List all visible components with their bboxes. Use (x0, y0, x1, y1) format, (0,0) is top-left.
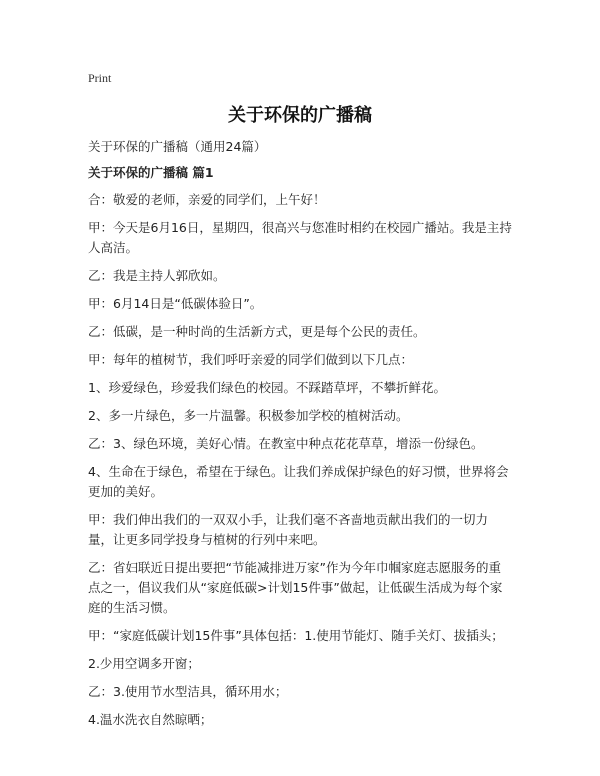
paragraph: 乙：省妇联近日提出要把“节能减排进万家”作为今年巾帼家庭志愿服务的重点之一，倡议我们从“家庭低碳>计划15件事”做起，让低碳生活成为每个家庭的生活习惯。 (88, 560, 503, 615)
page-title: 关于环保的广播稿 (228, 105, 372, 126)
print-link[interactable]: Print (88, 71, 112, 85)
paragraph: 2.少用空调多开窗； (88, 656, 200, 671)
paragraph: 乙：3.使用节水型洁具，循环用水； (88, 684, 288, 699)
paragraph: 甲：每年的植树节，我们呼吁亲爱的同学们做到以下几点： (88, 352, 414, 367)
paragraph: 4、生命在于绿色，希望在于绿色。让我们养成保护绿色的好习惯，世界将会更加的美好。 (88, 464, 509, 499)
paragraph: 合：敬爱的老师，亲爱的同学们，上午好！ (88, 192, 326, 207)
section-heading: 关于环保的广播稿 篇1 (88, 165, 214, 180)
paragraph: 乙：我是主持人郭欣如。 (88, 268, 226, 283)
paragraph: 4.温水洗衣自然晾晒； (88, 712, 213, 727)
paragraph: 甲：今天是6月16日，星期四，很高兴与您准时相约在校园广播站。我是主持人高洁。 (88, 220, 512, 255)
paragraph: 2、多一片绿色，多一片温馨。积极参加学校的植树活动。 (88, 408, 409, 423)
paragraph: 甲：6月14日是“低碳体验日”。 (88, 296, 263, 311)
paragraph: 乙：3、绿色环境，美好心情。在教室中种点花花草草，增添一份绿色。 (88, 436, 484, 451)
paragraph: 乙：低碳，是一种时尚的生活新方式，更是每个公民的责任。 (88, 324, 426, 339)
paragraph: 1、珍爱绿色，珍爱我们绿色的校园。不踩踏草坪，不攀折鲜花。 (88, 380, 446, 395)
paragraph: 甲：我们伸出我们的一双双小手，让我们毫不吝啬地贡献出我们的一切力量，让更多同学投身与植树的行列中来吧。 (88, 512, 489, 547)
document-subtitle: 关于环保的广播稿（通用24篇） (88, 139, 267, 154)
paragraph: 甲：“家庭低碳计划15件事”具体包括：1.使用节能灯、随手关灯、拔插头； (88, 628, 504, 643)
